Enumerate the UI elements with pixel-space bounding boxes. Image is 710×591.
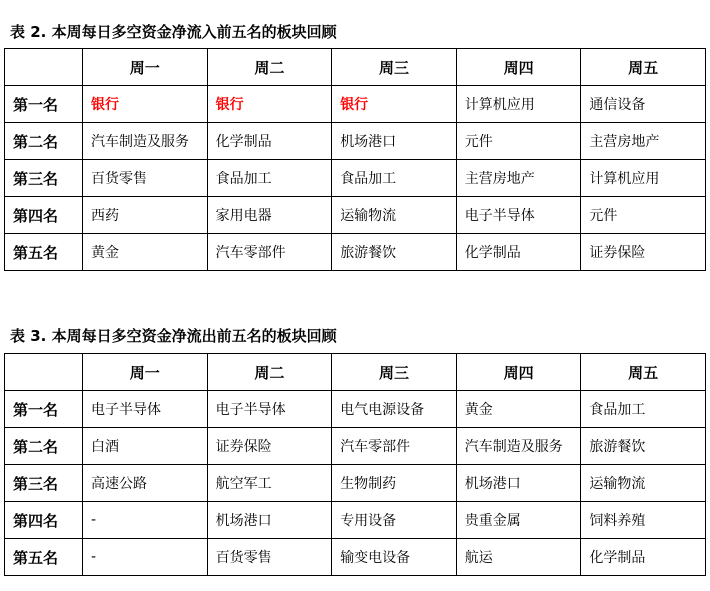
sector-cell: 百货零售 bbox=[207, 539, 332, 576]
sector-cell: 汽车零部件 bbox=[207, 234, 332, 271]
sector-cell: 西药 bbox=[83, 197, 208, 234]
day-header-thu: 周四 bbox=[456, 49, 581, 86]
sector-cell: 汽车零部件 bbox=[332, 428, 457, 465]
table-row bbox=[5, 465, 706, 502]
sector-cell: 黄金 bbox=[83, 234, 208, 271]
rank-label: 第一名 bbox=[5, 391, 83, 428]
rank-label: 第五名 bbox=[5, 539, 83, 576]
sector-cell: 电子半导体 bbox=[207, 391, 332, 428]
sector-cell: 运输物流 bbox=[332, 197, 457, 234]
outflow-table bbox=[4, 353, 706, 576]
sector-cell: 银行 bbox=[207, 86, 332, 123]
rank-label: 第四名 bbox=[5, 197, 83, 234]
table-row bbox=[5, 197, 706, 234]
header-row bbox=[5, 49, 706, 86]
rank-label: 第二名 bbox=[5, 123, 83, 160]
sector-cell: 化学制品 bbox=[581, 539, 706, 576]
sector-cell: 食品加工 bbox=[332, 160, 457, 197]
inflow-table bbox=[4, 48, 706, 271]
sector-cell: 食品加工 bbox=[581, 391, 706, 428]
sector-cell: 元件 bbox=[581, 197, 706, 234]
sector-cell: 贵重金属 bbox=[456, 502, 581, 539]
sector-cell: 通信设备 bbox=[581, 86, 706, 123]
day-header-tue: 周二 bbox=[207, 354, 332, 391]
sector-cell: 旅游餐饮 bbox=[581, 428, 706, 465]
sector-cell: 主营房地产 bbox=[456, 160, 581, 197]
table-row bbox=[5, 428, 706, 465]
sector-cell: 高速公路 bbox=[83, 465, 208, 502]
table1-caption: 表 2. 本周每日多空资金净流入前五名的板块回顾 bbox=[10, 23, 337, 41]
header-row bbox=[5, 354, 706, 391]
sector-cell: 化学制品 bbox=[207, 123, 332, 160]
sector-cell: 专用设备 bbox=[332, 502, 457, 539]
rank-label: 第一名 bbox=[5, 86, 83, 123]
corner-cell bbox=[5, 354, 83, 391]
sector-cell: 电子半导体 bbox=[456, 197, 581, 234]
sector-cell: 航空军工 bbox=[207, 465, 332, 502]
sector-cell: 机场港口 bbox=[456, 465, 581, 502]
sector-cell: 白酒 bbox=[83, 428, 208, 465]
rank-label: 第三名 bbox=[5, 160, 83, 197]
table-row bbox=[5, 502, 706, 539]
sector-cell: 计算机应用 bbox=[581, 160, 706, 197]
sector-cell: - bbox=[83, 502, 208, 539]
sector-cell: 航运 bbox=[456, 539, 581, 576]
sector-cell: 家用电器 bbox=[207, 197, 332, 234]
table-row bbox=[5, 391, 706, 428]
sector-cell: - bbox=[83, 539, 208, 576]
sector-cell: 饲料养殖 bbox=[581, 502, 706, 539]
day-header-fri: 周五 bbox=[581, 354, 706, 391]
sector-cell: 机场港口 bbox=[207, 502, 332, 539]
sector-cell: 输变电设备 bbox=[332, 539, 457, 576]
sector-cell: 机场港口 bbox=[332, 123, 457, 160]
corner-cell bbox=[5, 49, 83, 86]
rank-label: 第二名 bbox=[5, 428, 83, 465]
rank-label: 第三名 bbox=[5, 465, 83, 502]
sector-cell: 元件 bbox=[456, 123, 581, 160]
sector-cell: 食品加工 bbox=[207, 160, 332, 197]
day-header-fri: 周五 bbox=[581, 49, 706, 86]
sector-cell: 百货零售 bbox=[83, 160, 208, 197]
sector-cell: 银行 bbox=[332, 86, 457, 123]
sector-cell: 生物制药 bbox=[332, 465, 457, 502]
day-header-wed: 周三 bbox=[332, 354, 457, 391]
sector-cell: 计算机应用 bbox=[456, 86, 581, 123]
table-row bbox=[5, 123, 706, 160]
table-row bbox=[5, 86, 706, 123]
sector-cell: 化学制品 bbox=[456, 234, 581, 271]
table-row bbox=[5, 160, 706, 197]
table-row bbox=[5, 539, 706, 576]
sector-cell: 汽车制造及服务 bbox=[456, 428, 581, 465]
table-row bbox=[5, 234, 706, 271]
day-header-thu: 周四 bbox=[456, 354, 581, 391]
rank-label: 第五名 bbox=[5, 234, 83, 271]
sector-cell: 电气电源设备 bbox=[332, 391, 457, 428]
sector-cell: 旅游餐饮 bbox=[332, 234, 457, 271]
day-header-mon: 周一 bbox=[83, 354, 208, 391]
day-header-tue: 周二 bbox=[207, 49, 332, 86]
sector-cell: 银行 bbox=[83, 86, 208, 123]
sector-cell: 证券保险 bbox=[207, 428, 332, 465]
sector-cell: 黄金 bbox=[456, 391, 581, 428]
day-header-mon: 周一 bbox=[83, 49, 208, 86]
sector-cell: 汽车制造及服务 bbox=[83, 123, 208, 160]
sector-cell: 运输物流 bbox=[581, 465, 706, 502]
sector-cell: 电子半导体 bbox=[83, 391, 208, 428]
table2-caption: 表 3. 本周每日多空资金净流出前五名的板块回顾 bbox=[10, 327, 337, 345]
sector-cell: 证券保险 bbox=[581, 234, 706, 271]
rank-label: 第四名 bbox=[5, 502, 83, 539]
sector-cell: 主营房地产 bbox=[581, 123, 706, 160]
day-header-wed: 周三 bbox=[332, 49, 457, 86]
